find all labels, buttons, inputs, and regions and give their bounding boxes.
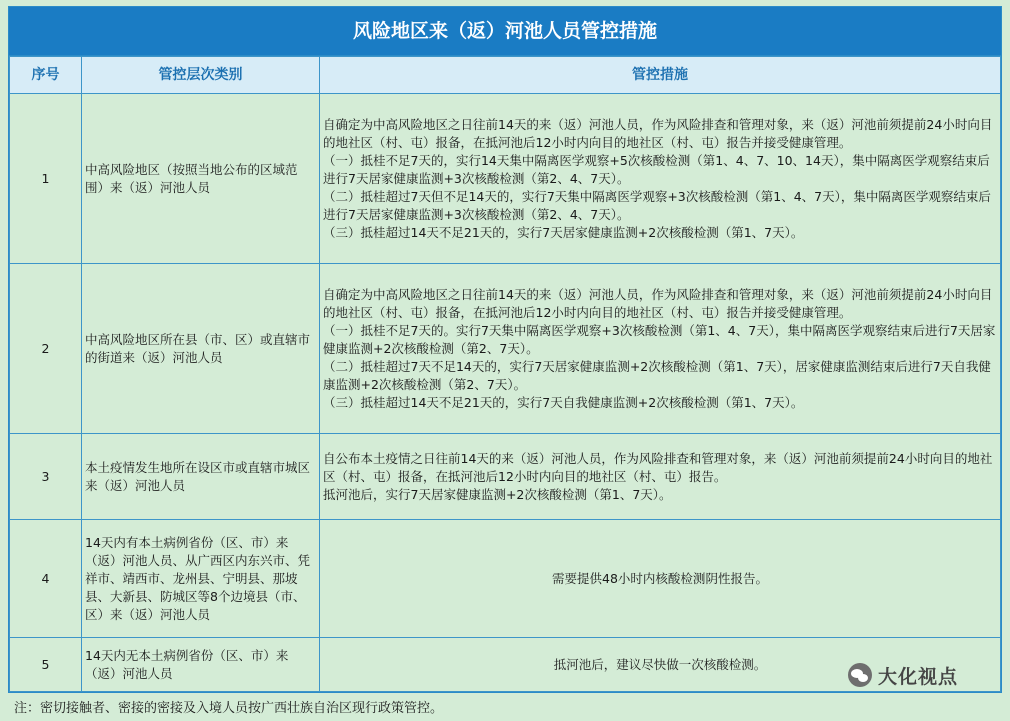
measure-line: （三）抵桂超过14天不足21天的，实行7天居家健康监测+2次核酸检测（第1、7天）。 — [323, 224, 804, 240]
header-category: 管控层次类别 — [82, 57, 320, 94]
wechat-icon — [848, 663, 872, 687]
table-row — [10, 264, 1001, 434]
table-row — [10, 434, 1001, 520]
row-category: 中高风险地区所在县（市、区）或直辖市的街道来（返）河池人员 — [82, 264, 320, 434]
watermark — [848, 662, 958, 688]
measure-line: （一）抵桂不足7天的，实行14天集中隔离医学观察+5次核酸检测（第1、4、7、10、14天），集中隔离医学观察结束后进行7天居家健康监测+3次核酸检测（第2、4、7天）。 — [323, 152, 990, 186]
measure-line: （一）抵桂不足7天的。实行7天集中隔离医学观察+3次核酸检测（第1、4、7天），集中隔离医学观察结束后进行7天居家健康监测+2次核酸检测（第2、7天）。 — [323, 322, 996, 356]
row-seq: 5 — [10, 638, 82, 692]
measure-line: 自公布本土疫情之日往前14天的来（返）河池人员，作为风险排查和管理对象，来（返）河池前须提前24小时向目的地社区（村、屯）报备，在抵河池后12小时内向目的地社区（村、屯）报告。 — [323, 450, 993, 484]
measure-line: 抵河池后，实行7天居家健康监测+2次核酸检测（第1、7天）。 — [323, 486, 672, 502]
row-category: 14天内有本土病例省份（区、市）来（返）河池人员、从广西区内东兴市、凭祥市、靖西市、龙州县、宁明县、那坡县、大新县、防城区等8个边境县（市、区）来（返）河池人员 — [82, 520, 320, 638]
row-category: 中高风险地区（按照当地公布的区域范围）来（返）河池人员 — [82, 94, 320, 264]
row-measures: 抵河池后，建议尽快做一次核酸检测。 — [320, 638, 1001, 692]
header-measures: 管控措施 — [320, 57, 1001, 94]
header-row — [10, 57, 1001, 94]
row-measures — [320, 264, 1001, 434]
measure-line: （二）抵桂超过7天但不足14天的，实行7天集中隔离医学观察+3次核酸检测（第1、4、7天），集中隔离医学观察结束后进行7天居家健康监测+3次核酸检测（第2、4、7天）。 — [323, 188, 991, 222]
table-row — [10, 520, 1001, 638]
watermark-text: 大化视点 — [878, 665, 959, 688]
row-measures — [320, 94, 1001, 264]
policy-table — [9, 56, 1001, 692]
row-seq: 2 — [10, 264, 82, 434]
row-category: 本土疫情发生地所在设区市或直辖市城区来（返）河池人员 — [82, 434, 320, 520]
row-measures: 需要提供48小时内核酸检测阴性报告。 — [320, 520, 1001, 638]
header-seq: 序号 — [10, 57, 82, 94]
row-measures — [320, 434, 1001, 520]
table-row — [10, 94, 1001, 264]
row-category: 14天内无本土病例省份（区、市）来（返）河池人员 — [82, 638, 320, 692]
table-title: 风险地区来（返）河池人员管控措施 — [9, 7, 1001, 56]
measure-line: （二）抵桂超过7天不足14天的，实行7天居家健康监测+2次核酸检测（第1、7天），居家健康监测结束后进行7天自我健康监测+2次核酸检测（第2、7天）。 — [323, 358, 991, 392]
policy-table-frame — [8, 6, 1002, 693]
row-seq: 1 — [10, 94, 82, 264]
measure-line: 自确定为中高风险地区之日往前14天的来（返）河池人员，作为风险排查和管理对象，来（返）河池前须提前24小时向目的地社区（村、屯）报备，在抵河池后12小时内向目的地社区（村、屯）报告并接受健康管理。 — [323, 286, 993, 320]
row-seq: 3 — [10, 434, 82, 520]
row-seq: 4 — [10, 520, 82, 638]
footnote: 注：密切接触者、密接的密接及入境人员按广西壮族自治区现行政策管控。 — [14, 701, 444, 716]
measure-line: （三）抵桂超过14天不足21天的，实行7天自我健康监测+2次核酸检测（第1、7天）。 — [323, 394, 804, 410]
measure-line: 自确定为中高风险地区之日往前14天的来（返）河池人员，作为风险排查和管理对象，来（返）河池前须提前24小时向目的地社区（村、屯）报备，在抵河池后12小时内向目的地社区（村、屯）报告并接受健康管理。 — [323, 116, 993, 150]
